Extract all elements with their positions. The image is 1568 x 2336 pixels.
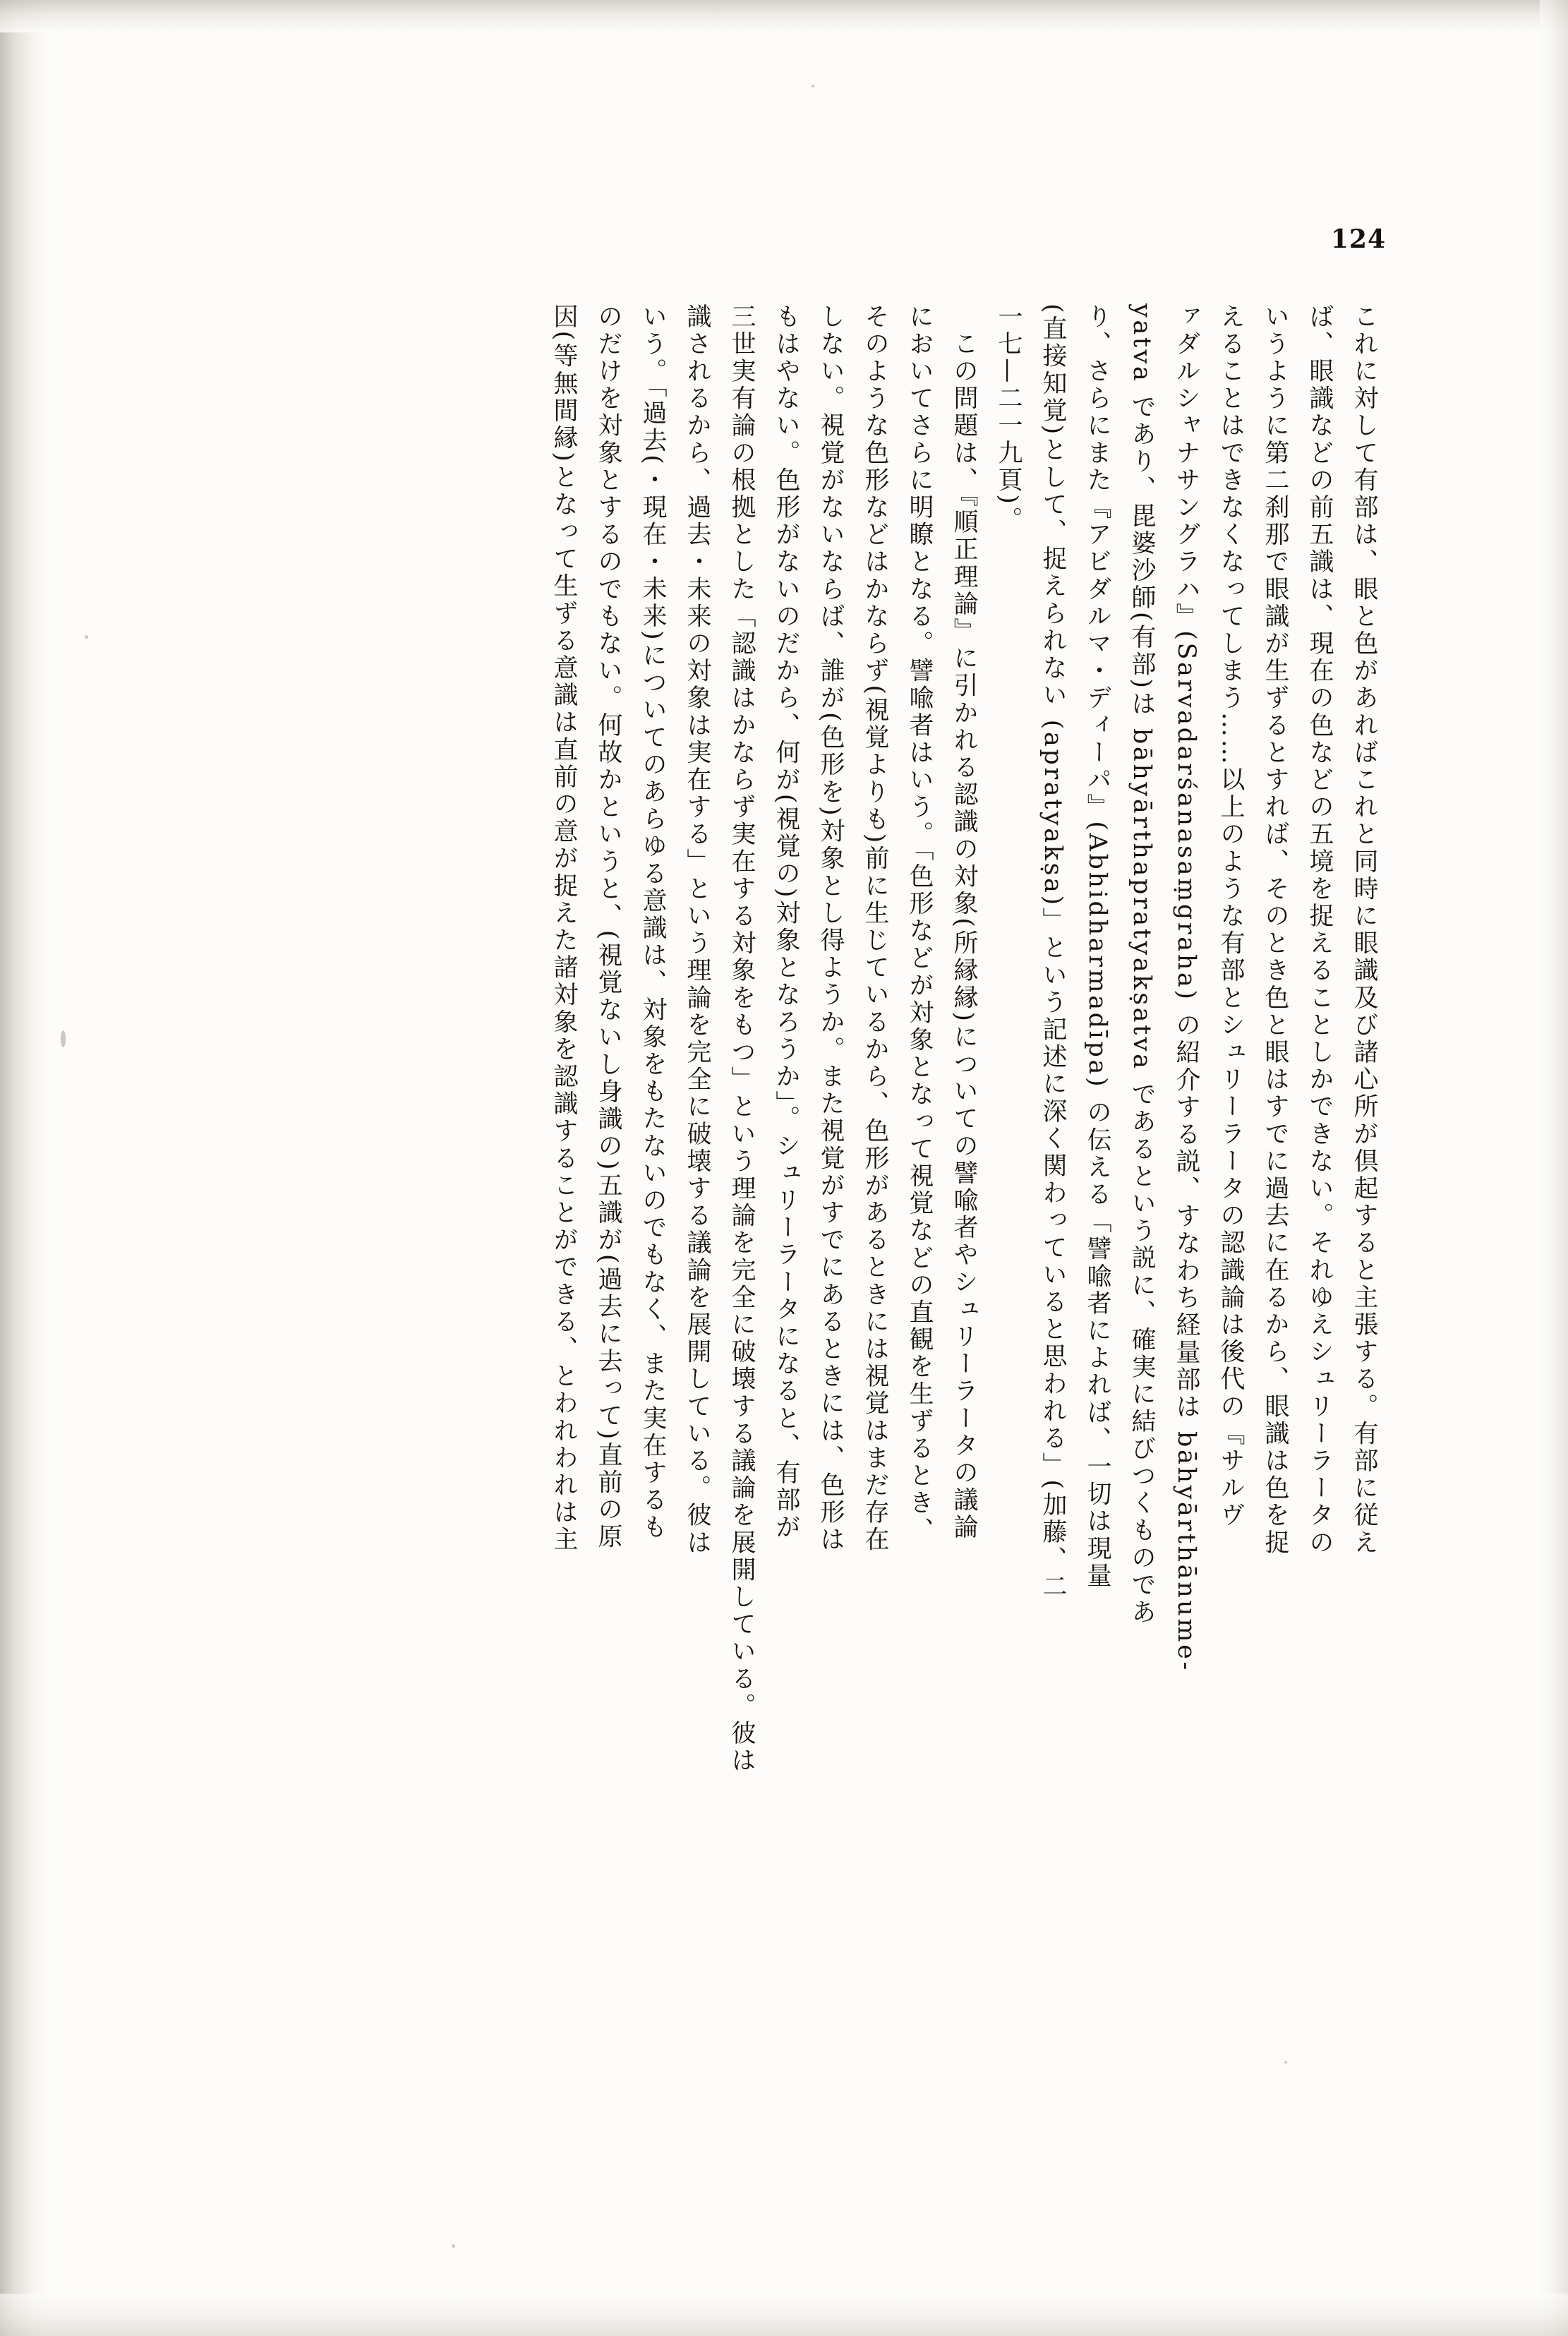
- scan-speck: [85, 635, 88, 639]
- scan-speck: [61, 1030, 66, 1047]
- text-column: これに対して有部は、眼と色があればこれと同時に眼識及び諸心所が倶起すると主張する。有部に従え: [1350, 303, 1378, 1557]
- text-column: においてさらに明瞭となる。譬喩者はいう。「色形などが対象となって視覚などの直観を生ずるとき、: [905, 303, 934, 1545]
- text-column: いう。「過去(・現在・未来)についてのあらゆる意識は、対象をもたないのでもなく、また実在するも: [639, 303, 667, 1542]
- text-column: えることはできなくなってしまう……以上のような有部とシュリーラータの認識論は後代の『サルヴ: [1217, 303, 1245, 1529]
- page-number: 124: [1330, 224, 1386, 254]
- scan-edge-shadow-top: [0, 0, 1568, 32]
- text-column: yatva であり、毘婆沙師(有部)は bāhyārthapratyakṣatva であるという説に、確実に結びつくものであ: [1128, 303, 1156, 1627]
- scan-edge-shadow-right: [1540, 0, 1568, 2336]
- scan-speck: [452, 2244, 455, 2248]
- text-column: そのような色形などはかならず(視覚よりも)前に生じているから、色形があるときには視覚はまだ存在: [861, 303, 889, 1554]
- text-column: しない。視覚がないならば、誰が(色形を)対象とし得ようか。また視覚がすでにあるときには、色形は: [816, 303, 845, 1554]
- text-column: 三世実有論の根拠とした「認識はかならず実在する対象をもつ」という理論を完全に破壊する議論を展開している。彼は: [728, 303, 756, 1775]
- scan-edge-shadow-left: [0, 0, 49, 2336]
- text-column: 一七—二一九頁)。: [994, 303, 1023, 534]
- text-column: ァダルシャナサングラハ』(Sarvadarśanasaṃgraha) の紹介する説、すなわち経量部は bāhyārthānume-: [1172, 303, 1200, 1673]
- text-column: のだけを対象とするのでもない。何故かというと、(視覚ないし身識の)五識が(過去に去って)直前の原: [594, 303, 622, 1551]
- text-column: 識されるから、過去・未来の対象は実在する」という理論を完全に破壊する議論を展開している。彼は: [683, 303, 711, 1557]
- scan-edge-shadow-bottom: [0, 2294, 1568, 2336]
- body-text: [285, 303, 1386, 2110]
- text-column: り、さらにまた『アビダルマ・ディーパ』(Abhidharmadīpa) の伝える「譬喩者によれば、一切は現量: [1083, 303, 1111, 1590]
- text-column: もはやない。色形がないのだから、何が(視覚の)対象となろうか」。シュリーラータになると、有部が: [772, 303, 800, 1542]
- text-column: ば、眼識などの前五識は、現在の色などの五境を捉えることしかできない。それゆえシュリーラータの: [1305, 303, 1334, 1557]
- text-column: 因(等無間縁)となって生ずる意識は直前の意が捉えた諸対象を認識することができる、とわれわれは主: [550, 303, 578, 1554]
- text-column: いうように第二刹那で眼識が生ずるとすれば、そのとき色と眼はすでに過去に在るから、眼識は色を捉: [1261, 303, 1289, 1557]
- scan-speck: [812, 85, 814, 88]
- text-column: (直接知覚)として、捉えられない (apratyakṣa)」という記述に深く関わっていると思われる」(加藤、二: [1039, 303, 1067, 1601]
- text-column: この問題は、『順正理論』に引かれる認識の対象(所縁縁)についての譬喩者やシュリーラータの議論: [950, 303, 978, 1542]
